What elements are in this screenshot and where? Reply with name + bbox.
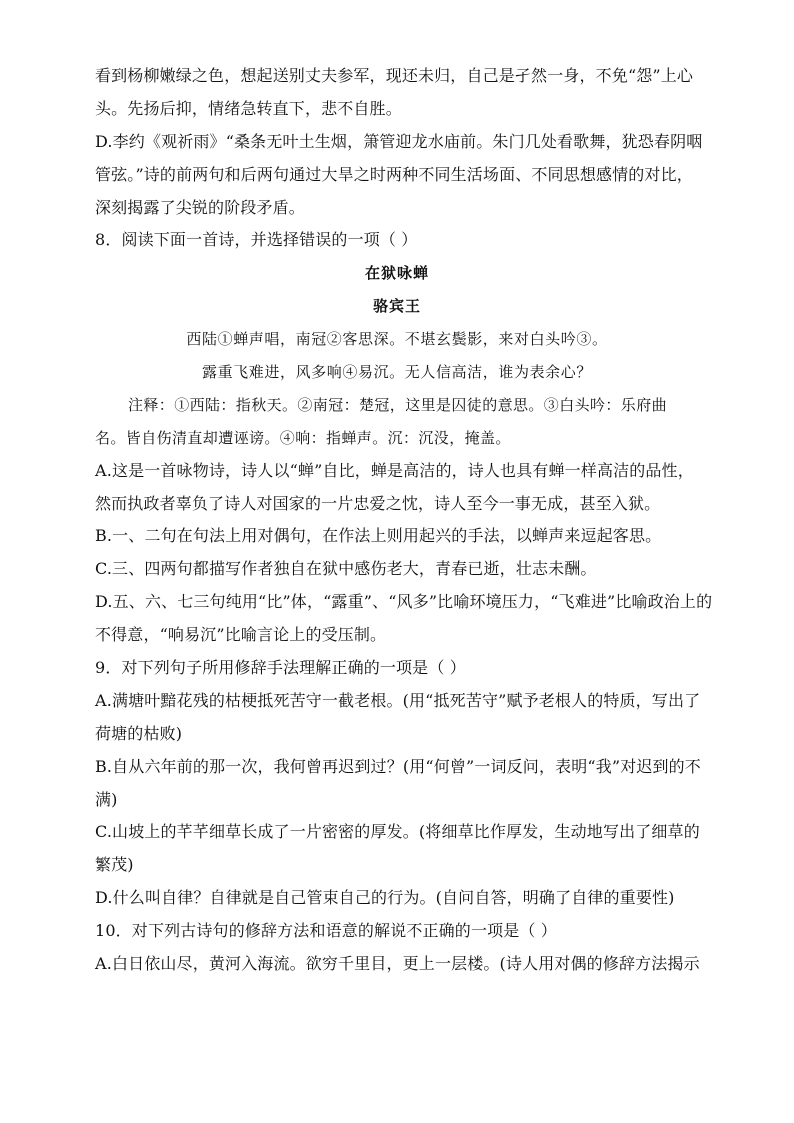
text-line: 管弦。”诗的前两句和后两句通过大旱之时两种不同生活场面、不同思想感情的对比， — [95, 164, 693, 184]
poem-line: 西陆①蝉声唱，南冠②客思深。不堪玄鬓影，来对白头吟③。 — [186, 330, 608, 349]
option-d-text: D.李约《观祈雨》“桑条无叶土生烟，箫管迎龙水庙前。朱门几处看歌舞，犹恐春阴咽 — [95, 131, 703, 151]
text-line: 头。先扬后抑，情绪急转直下，悲不自胜。 — [95, 98, 402, 118]
option-d-text: D.五、六、七三句纯用“比”体，“露重”、“风多”比喻环境压力，“飞难进”比喻政治上的 — [95, 592, 713, 612]
option-a-text: A.满塘叶黯花残的枯梗抵死苦守一截老根。(用“抵死苦守”赋予老根人的特质，写出了 — [95, 690, 701, 710]
question-10-stem: 10．对下列古诗句的修辞方法和语意的解说不正确的一项是（ ） — [95, 921, 557, 941]
option-c-text: C.三、四两句都描写作者独自在狱中感伤老大，青春已逝，壮志未酬。 — [95, 559, 597, 579]
poem-annotation: 注释：①西陆：指秋天。②南冠：楚冠，这里是囚徒的意思。③白头吟：乐府曲 — [128, 395, 668, 414]
option-b-text: B.一、二句在句法上用对偶句，在作法上则用起兴的手法，以蝉声来逗起客思。 — [95, 526, 662, 546]
text-line: 深刻揭露了尖锐的阶段矛盾。 — [95, 197, 305, 217]
text-line: 然而执政者辜负了诗人对国家的一片忠爱之忱，诗人至今一事无成，甚至入狱。 — [95, 493, 661, 513]
option-a-text: A.白日依山尽，黄河入海流。欲穷千里目，更上一层楼。(诗人用对偶的修辞方法揭示 — [95, 954, 700, 974]
poem-title: 在狱咏蝉 — [364, 264, 429, 283]
text-line: 不得意，“响易沉”比喻言论上的受压制。 — [95, 625, 387, 645]
question-9-stem: 9．对下列句子所用修辞手法理解正确的一项是（ ） — [95, 658, 466, 678]
text-line: 繁茂) — [95, 855, 134, 875]
option-c-text: C.山坡上的芊芊细草长成了一片密密的厚发。(将细草比作厚发，生动地写出了细草的 — [95, 822, 700, 842]
text-line: 荷塘的枯败) — [95, 723, 183, 743]
poem-annotation: 名。皆自伤清直却遭诬谤。④响：指蝉声。沉：沉没，掩盖。 — [95, 428, 511, 447]
text-line: 看到杨柳嫩绿之色，想起送别丈夫参军，现还未归，自己是孑然一身，不免“怨”上心 — [95, 66, 694, 85]
poem-line: 露重飞难进，风多响④易沉。无人信高洁，谁为表余心？ — [201, 363, 592, 382]
option-b-text: B.自从六年前的那一次，我何曾再迟到过？(用“何曾”一词反问，表明“我”对迟到的不 — [95, 756, 701, 776]
option-a-text: A.这是一首咏物诗，诗人以“蝉”自比，蝉是高洁的，诗人也具有蝉一样高洁的品性， — [95, 460, 694, 480]
question-8-stem: 8．阅读下面一首诗，并选择错误的一项（ ） — [95, 230, 418, 250]
document-page — [95, 66, 713, 987]
poem-author: 骆宾王 — [372, 297, 421, 316]
text-line: 满) — [95, 789, 118, 809]
option-d-text: D.什么叫自律？自律就是自己管束自己的行为。(自问自答，明确了自律的重要性) — [95, 888, 675, 908]
